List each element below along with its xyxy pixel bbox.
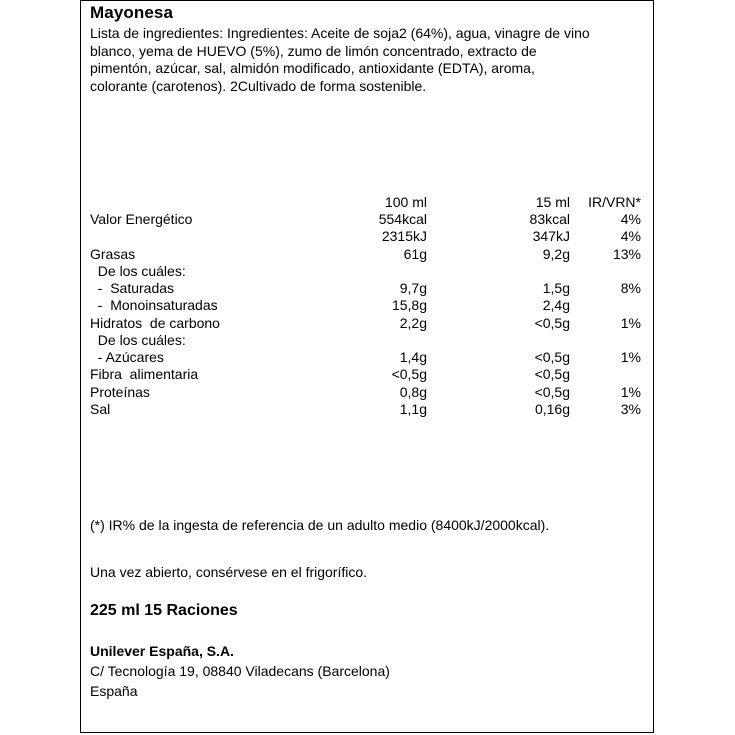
ingredients-line: Lista de ingredientes: Ingredientes: Aceite de soja2 (64%), agua, vinagre de vino	[90, 25, 590, 41]
row-per-100ml: 61g	[403, 246, 427, 262]
header-ir-vrn: IR/VRN*	[588, 194, 641, 210]
row-per-15ml: <0,5g	[534, 366, 570, 382]
row-ir: 1%	[620, 315, 641, 331]
row-ir: 4%	[620, 228, 641, 244]
ingredients-line: colorante (carotenos). 2Cultivado de forma sostenible.	[90, 77, 427, 94]
product-title: Mayonesa	[90, 3, 174, 22]
row-per-15ml: 347kJ	[532, 228, 570, 244]
row-ir: 4%	[620, 211, 641, 227]
row-per-100ml: 9,7g	[399, 280, 427, 296]
row-label: Hidratos de carbono	[90, 315, 220, 331]
row-per-100ml: 2,2g	[399, 315, 427, 331]
row-per-100ml: 2315kJ	[381, 228, 427, 244]
row-ir: 13%	[612, 246, 641, 262]
row-label: Proteínas	[90, 384, 150, 400]
row-per-15ml: 2,4g	[542, 297, 570, 313]
row-per-15ml: <0,5g	[534, 315, 570, 331]
row-label: Fibra alimentaria	[90, 366, 199, 382]
row-per-100ml: <0,5g	[391, 366, 427, 382]
row-label: Grasas	[90, 246, 136, 262]
row-ir: 8%	[620, 280, 641, 296]
row-per-100ml: 0,8g	[399, 384, 427, 400]
quantity-servings: 225 ml 15 Raciones	[90, 602, 238, 619]
reference-intake-note: (*) IR% de la ingesta de referencia de un adulto medio (8400kJ/2000kcal).	[90, 517, 550, 533]
manufacturer-country: España	[90, 683, 138, 699]
row-per-100ml: 1,4g	[399, 349, 427, 365]
row-per-15ml: <0,5g	[534, 349, 570, 365]
storage-note: Una vez abierto, consérvese en el frigorífico.	[90, 564, 368, 580]
ingredients-line: blanco, yema de HUEVO (5%), zumo de limón concentrado, extracto de	[90, 42, 537, 59]
row-label: De los cuáles:	[90, 332, 186, 348]
row-per-100ml: 554kcal	[378, 211, 427, 227]
header-per-100ml: 100 ml	[384, 194, 427, 210]
row-ir: 3%	[620, 401, 641, 417]
manufacturer-address: C/ Tecnología 19, 08840 Viladecans (Barcelona)	[90, 663, 390, 679]
row-per-15ml: <0,5g	[534, 384, 570, 400]
ingredients-line: pimentón, azúcar, sal, almidón modificado, antioxidante (EDTA), aroma,	[90, 60, 535, 76]
row-label: De los cuáles:	[90, 263, 186, 279]
row-per-100ml: 15,8g	[391, 297, 427, 313]
manufacturer-name: Unilever España, S.A.	[90, 643, 234, 659]
row-ir: 1%	[620, 349, 641, 365]
row-label: - Monoinsaturadas	[90, 297, 218, 313]
row-per-15ml: 83kcal	[529, 211, 570, 227]
row-per-15ml: 9,2g	[542, 246, 570, 262]
row-per-100ml: 1,1g	[399, 401, 427, 417]
header-per-15ml: 15 ml	[535, 194, 570, 210]
row-label: Valor Energético	[90, 211, 193, 227]
row-label: Sal	[90, 401, 111, 417]
row-label: - Azúcares	[90, 349, 164, 365]
row-ir: 1%	[620, 384, 641, 400]
row-label: - Saturadas	[90, 280, 175, 296]
row-per-15ml: 1,5g	[542, 280, 570, 296]
row-per-15ml: 0,16g	[534, 401, 570, 417]
